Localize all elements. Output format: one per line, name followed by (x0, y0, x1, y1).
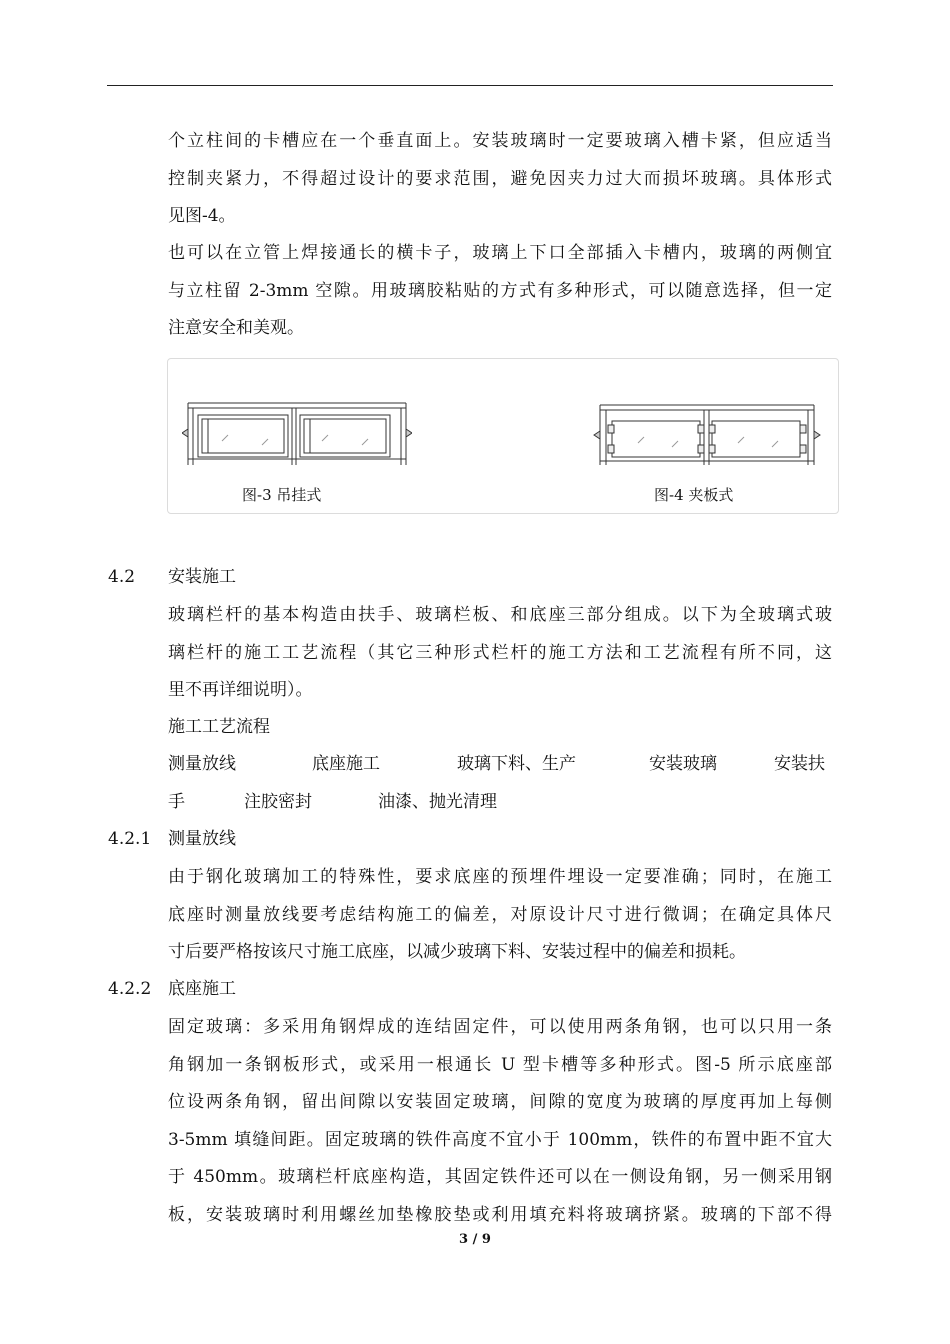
text-line: 玻璃栏杆的基本构造由扶手、玻璃栏板、和底座三部分组成。以下为全玻璃式玻 (168, 605, 832, 625)
text-line: 璃栏杆的施工工艺流程（其它三种形式栏杆的施工方法和工艺流程有所不同，这 (168, 642, 832, 663)
figure-4-clamp-railing-drawing (592, 395, 822, 473)
paragraph-clamp-continuation (168, 123, 832, 236)
process-flow-row (168, 746, 832, 784)
flow-step: 测量放线 (168, 754, 236, 774)
section-number: 4.2.2 (108, 979, 152, 999)
text-line: 底座时测量放线要考虑结构施工的偏差，对原设计尺寸进行微调；在确定具体尺 (168, 904, 832, 925)
section-title: 测量放线 (168, 829, 236, 849)
text-line: 控制夹紧力，不得超过设计的要求范围，避免因夹力过大而损坏玻璃。具体形式 (168, 168, 832, 189)
page-number: 3 / 9 (459, 1232, 491, 1247)
text-line: 与立柱留 2-3mm 空隙。用玻璃胶粘贴的方式有多种形式，可以随意选择，但一定 (168, 280, 832, 301)
text-line: 角钢加一条钢板形式，或采用一根通长 U 型卡槽等多种形式。图-5 所示底座部 (168, 1054, 832, 1075)
text-line: 见图-4。 (168, 206, 236, 226)
text-line: 由于钢化玻璃加工的特殊性，要求底座的预埋件埋设一定要准确；同时，在施工 (168, 867, 832, 887)
text-line: 位设两条角钢，留出间隙以安装固定玻璃，间隙的宽度为玻璃的厚度再加上每侧 (168, 1092, 832, 1112)
flow-step: 注胶密封 (244, 792, 312, 812)
text-line: 3-5mm 填缝间距。固定玻璃的铁件高度不宜小于 100mm，铁件的布置中距不宜大 (168, 1129, 832, 1150)
text-line: 个立柱间的卡槽应在一个垂直面上。安装玻璃时一定要玻璃入槽卡紧，但应适当 (168, 131, 832, 151)
header-rule (107, 85, 833, 86)
flow-step: 油漆、抛光清理 (378, 792, 497, 812)
flow-step: 底座施工 (312, 754, 380, 774)
text-line: 寸后要严格按该尺寸施工底座，以减少玻璃下料、安装过程中的偏差和损耗。 (168, 942, 746, 962)
text-line: 里不再详细说明）。 (168, 680, 313, 700)
flow-step: 安装扶 (774, 754, 825, 774)
paragraph-base-construction (168, 1009, 832, 1234)
process-flow-row (168, 784, 832, 822)
paragraph-railing-structure (168, 597, 832, 710)
figure-4-caption: 图-4 夹板式 (654, 486, 734, 504)
flow-step: 安装玻璃 (649, 754, 717, 774)
section-title: 底座施工 (168, 979, 236, 999)
section-number: 4.2 (108, 567, 136, 587)
text-line: 固定玻璃：多采用角钢焊成的连结固定件，可以使用两条角钢，也可以只用一条 (168, 1017, 832, 1037)
text-line: 于 450mm。玻璃栏杆底座构造，其固定铁件还可以在一侧设角钢，另一侧采用钢 (168, 1167, 832, 1187)
figure-3-hanging-railing-drawing (182, 395, 412, 473)
text-line: 注意安全和美观。 (168, 318, 304, 338)
section-number: 4.2.1 (108, 829, 152, 849)
text-line: 板，安装玻璃时利用螺丝加垫橡胶垫或利用填充料将玻璃挤紧。玻璃的下部不得 (168, 1204, 832, 1225)
flow-title: 施工工艺流程 (168, 717, 270, 737)
paragraph-survey (168, 859, 832, 972)
flow-step: 手 (168, 792, 185, 812)
section-title: 安装施工 (168, 567, 236, 587)
flow-step: 玻璃下料、生产 (457, 754, 576, 774)
figure-3-caption: 图-3 吊挂式 (242, 486, 322, 504)
paragraph-crossbar (168, 235, 832, 348)
text-line: 也可以在立管上焊接通长的横卡子，玻璃上下口全部插入卡槽内，玻璃的两侧宜 (168, 243, 832, 263)
